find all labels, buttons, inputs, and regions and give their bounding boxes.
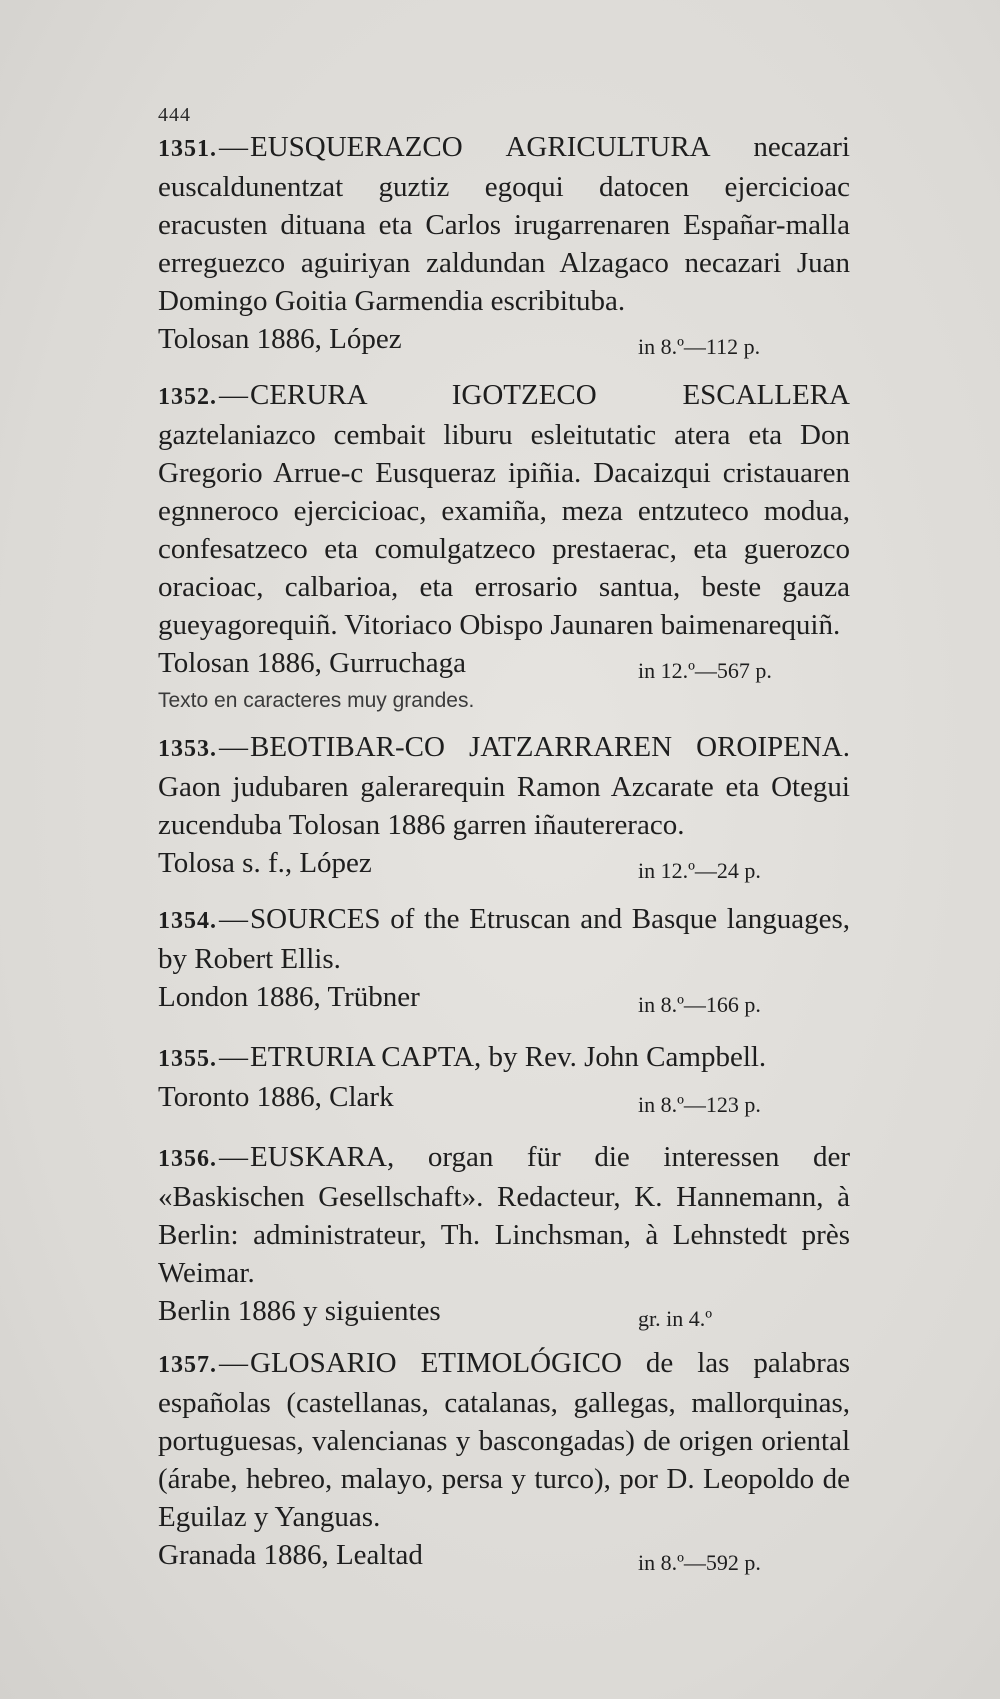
entry-imprint [158,1078,850,1116]
entry-number: 1352. [158,384,217,410]
entry-imprint [158,844,850,882]
entry-format: in 12.º—567 p. [638,658,772,683]
entry-number: 1356. [158,1146,217,1172]
entry-body: 1355.—ETRURIA CAPTA, by Rev. John Campbell. [158,1041,767,1073]
entry-format: in 8.º—123 p. [638,1092,761,1117]
entry-text: GLOSARIO ETIMOLÓGICO de las palabras españolas (castellanas, catalanas, gallegas, mallorquinas, portuguesas, valencianas y bascongadas) de origen oriental (árabe, hebreo, malayo, persa y turco), por D. Leopoldo de Eguilaz y Yanguas. [158,1347,850,1533]
entry-format: gr. in 4.º [638,1306,713,1331]
entry-body: 1352.—CERURA IGOTZECO ESCALLERA gaztelaniazco cembait liburu esleitutatic atera eta Don Gregorio Arrue-c Eusqueraz ipiñia. Dacaizqui cristauaren egnneroco ejercicioac, examiña, meza entzuteco modua, confesatzeco eta comulgatzeco prestaerac, eta guerozco oracioac, calbarioa, eta errosario santua, beste gauza gueyagorequiñ. Vitoriaco Obispo Jaunaren baimenarequiñ. [158,379,850,641]
entry-body: 1351.—EUSQUERAZCO AGRICULTURA necazari euscaldunentzat guztiz egoqui datocen ejercicioac eracusten dituana eta Carlos irugarrenaren Españar-malla erreguezco aguiriyan zaldundan Alzagaco necazari Juan Domingo Goitia Garmendia escribituba. [158,131,850,317]
entry-body: 1357.—GLOSARIO ETIMOLÓGICO de las palabras españolas (castellanas, catalanas, gallegas, mallorquinas, portuguesas, valencianas y bascongadas) de origen oriental (árabe, hebreo, malayo, persa y turco), por D. Leopoldo de Eguilaz y Yanguas. [158,1347,850,1533]
entry-text: SOURCES of the Etruscan and Basque languages, by Robert Ellis. [158,903,850,975]
entry-format: in 8.º—592 p. [638,1550,761,1575]
entry-text: ETRURIA CAPTA, by Rev. John Campbell. [250,1041,767,1073]
entry-text: EUSKARA, organ für die interessen der «Baskischen Gesellschaft». Redacteur, K. Hannemann, à Berlin: administrateur, Th. Linchsman, à Lehnstedt près Weimar. [158,1141,850,1289]
entry-imprint [158,1292,850,1330]
page-number: 444 [158,104,191,126]
entry-imprint [158,978,850,1016]
entry-format: in 8.º—166 p. [638,992,761,1017]
entry-place: Granada 1886, Lealtad [158,1539,423,1571]
entry-place: London 1886, Trübner [158,981,420,1013]
entry-text: BEOTIBAR-CO JATZARRAREN OROIPENA. Gaon judubaren galerarequin Ramon Azcarate eta Otegui zucenduba Tolosan 1886 garren iñautereraco. [158,731,850,841]
bibliography-entry-1354 [158,900,850,1016]
entry-number: 1355. [158,1046,217,1072]
bibliography-entry-1352 [158,376,850,716]
entry-place: Tolosa s. f., López [158,847,372,879]
entry-body: 1354.—SOURCES of the Etruscan and Basque languages, by Robert Ellis. [158,903,850,975]
entry-text: CERURA IGOTZECO ESCALLERA gaztelaniazco cembait liburu esleitutatic atera eta Don Gregorio Arrue-c Eusqueraz ipiñia. Dacaizqui cristauaren egnneroco ejercicioac, examiña, meza entzuteco modua, confesatzeco eta comulgatzeco prestaerac, eta guerozco oracioac, calbarioa, eta errosario santua, beste gauza gueyagorequiñ. Vitoriaco Obispo Jaunaren baimenarequiñ. [158,379,850,641]
entry-number: 1354. [158,908,217,934]
bibliography-entry-1351 [158,128,850,358]
entry-number: 1357. [158,1352,217,1378]
entry-body: 1356.—EUSKARA, organ für die interessen der «Baskischen Gesellschaft». Redacteur, K. Hannemann, à Berlin: administrateur, Th. Linchsman, à Lehnstedt près Weimar. [158,1141,850,1289]
bibliography-entry-1353 [158,728,850,882]
entry-imprint [158,320,850,358]
entry-imprint [158,644,850,682]
entry-place: Tolosan 1886, Gurruchaga [158,647,467,679]
bibliography-entry-1357 [158,1344,850,1574]
entry-format: in 12.º—24 p. [638,858,761,883]
entry-body: 1353.—BEOTIBAR-CO JATZARRAREN OROIPENA. Gaon judubaren galerarequin Ramon Azcarate eta Otegui zucenduba Tolosan 1886 garren iñautereraco. [158,731,850,841]
entry-place: Toronto 1886, Clark [158,1081,394,1113]
bibliography-entry-1356 [158,1138,850,1330]
entry-place: Berlin 1886 y siguientes [158,1295,441,1327]
entry-imprint [158,1536,850,1574]
entry-number: 1351. [158,136,217,162]
entry-format: in 8.º—112 p. [638,334,761,359]
bibliography-entry-1355 [158,1038,850,1116]
entry-note: Texto en caracteres muy grandes. [158,689,475,712]
entry-place: Tolosan 1886, López [158,323,402,355]
entry-number: 1353. [158,736,217,762]
entry-text: EUSQUERAZCO AGRICULTURA necazari euscaldunentzat guztiz egoqui datocen ejercicioac eracusten dituana eta Carlos irugarrenaren Españar-malla erreguezco aguiriyan zaldundan Alzagaco necazari Juan Domingo Goitia Garmendia escribituba. [158,131,850,317]
